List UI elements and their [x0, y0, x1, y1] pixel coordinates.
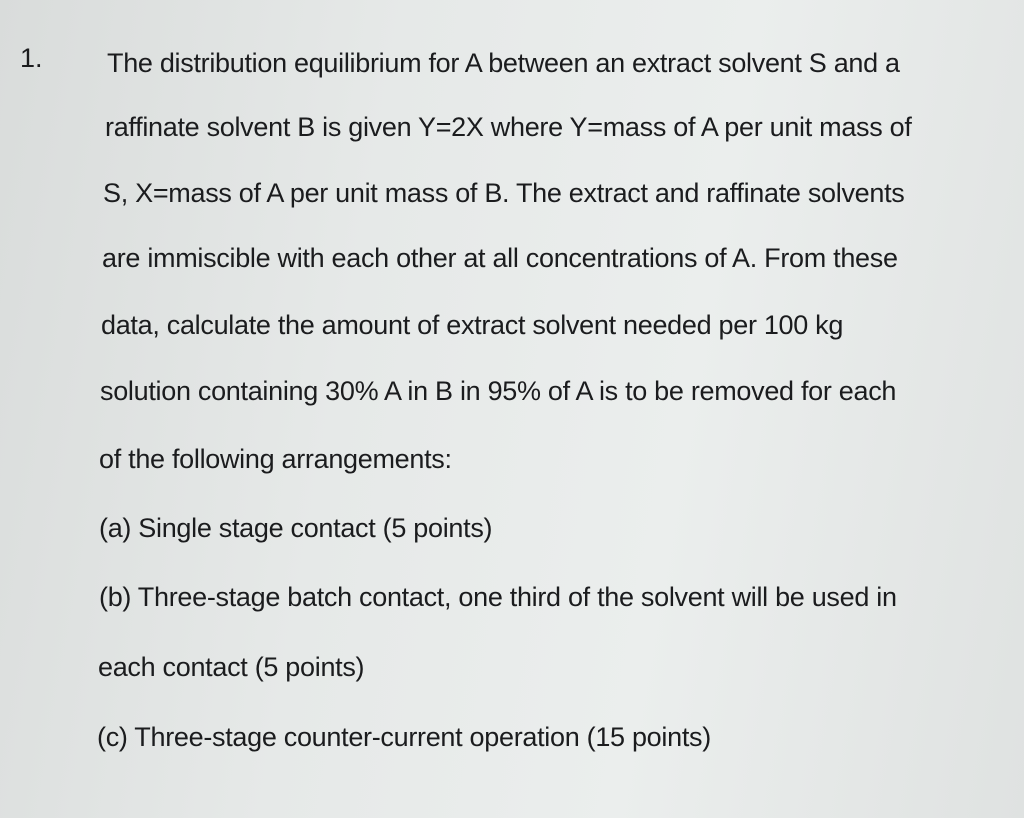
question-line-5: data, calculate the amount of extract solvent needed per 100 kg — [101, 310, 844, 340]
question-line-7: of the following arrangements: — [99, 444, 452, 474]
question-line-2: raffinate solvent B is given Y=2X where Y=mass of A per unit mass of — [105, 112, 912, 142]
part-c: (c) Three-stage counter-current operation (15 points) — [97, 722, 711, 752]
question-line-4: are immiscible with each other at all concentrations of A. From these — [102, 243, 898, 273]
part-a: (a) Single stage contact (5 points) — [99, 513, 493, 543]
question-number: 1. — [20, 43, 43, 73]
question-line-3: S, X=mass of A per unit mass of B. The extract and raffinate solvents — [103, 178, 905, 208]
question-line-1: The distribution equilibrium for A between an extract solvent S and a — [107, 48, 900, 78]
part-b-continued: each contact (5 points) — [98, 652, 365, 682]
part-b: (b) Three-stage batch contact, one third of the solvent will be used in — [99, 582, 897, 612]
question-line-6: solution containing 30% A in B in 95% of A is to be removed for each — [100, 376, 897, 406]
